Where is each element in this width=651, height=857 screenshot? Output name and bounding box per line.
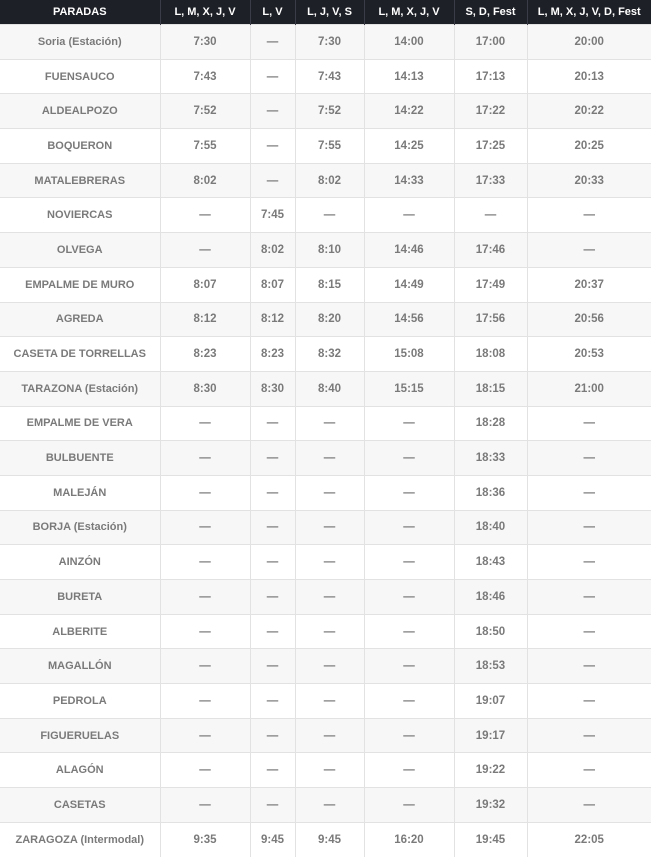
time-weekdays-cell: — bbox=[160, 441, 250, 476]
time-weekend-holidays-cell: 18:40 bbox=[454, 510, 527, 545]
time-daily-cell: 20:56 bbox=[527, 302, 651, 337]
time-weekend-holidays-cell: 18:28 bbox=[454, 406, 527, 441]
time-mon-thu-fri-sat-cell: — bbox=[295, 614, 364, 649]
table-row bbox=[0, 614, 651, 649]
time-mon-thu-fri-sat-cell: — bbox=[295, 684, 364, 719]
time-daily-cell: — bbox=[527, 649, 651, 684]
time-weekend-holidays-cell: 18:53 bbox=[454, 649, 527, 684]
time-weekdays-afternoon-cell: 14:25 bbox=[364, 129, 454, 164]
time-weekdays-afternoon-cell: — bbox=[364, 406, 454, 441]
time-mon-thu-fri-sat-cell: — bbox=[295, 198, 364, 233]
table-row bbox=[0, 406, 651, 441]
header-stops: PARADAS bbox=[0, 0, 160, 25]
stop-name-cell: AGREDA bbox=[0, 302, 160, 337]
time-weekdays-cell: — bbox=[160, 475, 250, 510]
time-weekdays-cell: — bbox=[160, 233, 250, 268]
time-mon-fri-cell: — bbox=[250, 580, 295, 615]
time-mon-fri-cell: — bbox=[250, 129, 295, 164]
stop-name-cell: MAGALLÓN bbox=[0, 649, 160, 684]
time-weekend-holidays-cell: 19:32 bbox=[454, 788, 527, 823]
header-daily: L, M, X, J, V, D, Fest bbox=[527, 0, 651, 25]
time-weekdays-afternoon-cell: — bbox=[364, 788, 454, 823]
time-mon-fri-cell: — bbox=[250, 788, 295, 823]
time-mon-fri-cell: — bbox=[250, 510, 295, 545]
stop-name-cell: BULBUENTE bbox=[0, 441, 160, 476]
stop-name-cell: BOQUERON bbox=[0, 129, 160, 164]
time-weekdays-cell: — bbox=[160, 510, 250, 545]
time-mon-fri-cell: 8:07 bbox=[250, 267, 295, 302]
time-weekdays-afternoon-cell: — bbox=[364, 753, 454, 788]
stop-name-cell: ZARAGOZA (Intermodal) bbox=[0, 822, 160, 856]
time-weekdays-afternoon-cell: 16:20 bbox=[364, 822, 454, 856]
time-weekend-holidays-cell: 17:22 bbox=[454, 94, 527, 129]
time-daily-cell: — bbox=[527, 753, 651, 788]
stop-name-cell: PEDROLA bbox=[0, 684, 160, 719]
table-row bbox=[0, 267, 651, 302]
table-body bbox=[0, 25, 651, 857]
time-mon-fri-cell: 8:02 bbox=[250, 233, 295, 268]
time-weekend-holidays-cell: 18:08 bbox=[454, 337, 527, 372]
time-weekend-holidays-cell: 17:46 bbox=[454, 233, 527, 268]
time-mon-fri-cell: — bbox=[250, 753, 295, 788]
time-weekdays-cell: 8:23 bbox=[160, 337, 250, 372]
time-mon-thu-fri-sat-cell: — bbox=[295, 753, 364, 788]
time-weekdays-cell: 9:35 bbox=[160, 822, 250, 856]
time-weekdays-cell: 8:30 bbox=[160, 371, 250, 406]
time-mon-thu-fri-sat-cell: 8:15 bbox=[295, 267, 364, 302]
time-weekdays-afternoon-cell: 15:15 bbox=[364, 371, 454, 406]
time-weekend-holidays-cell: 17:33 bbox=[454, 163, 527, 198]
table-row bbox=[0, 649, 651, 684]
time-weekend-holidays-cell: 19:07 bbox=[454, 684, 527, 719]
time-daily-cell: 20:33 bbox=[527, 163, 651, 198]
time-weekdays-cell: 8:02 bbox=[160, 163, 250, 198]
time-weekdays-afternoon-cell: — bbox=[364, 545, 454, 580]
time-daily-cell: — bbox=[527, 406, 651, 441]
stop-name-cell: FUENSAUCO bbox=[0, 59, 160, 94]
stop-name-cell: BURETA bbox=[0, 580, 160, 615]
time-mon-fri-cell: — bbox=[250, 475, 295, 510]
header-weekdays: L, M, X, J, V bbox=[160, 0, 250, 25]
time-weekdays-afternoon-cell: 14:56 bbox=[364, 302, 454, 337]
stop-name-cell: MATALEBRERAS bbox=[0, 163, 160, 198]
time-mon-fri-cell: — bbox=[250, 163, 295, 198]
time-weekend-holidays-cell: 17:13 bbox=[454, 59, 527, 94]
time-mon-thu-fri-sat-cell: — bbox=[295, 545, 364, 580]
time-weekdays-cell: — bbox=[160, 684, 250, 719]
time-weekdays-cell: 7:43 bbox=[160, 59, 250, 94]
time-mon-thu-fri-sat-cell: — bbox=[295, 649, 364, 684]
time-weekdays-cell: — bbox=[160, 198, 250, 233]
time-weekend-holidays-cell: 19:45 bbox=[454, 822, 527, 856]
table-row bbox=[0, 718, 651, 753]
time-mon-thu-fri-sat-cell: 8:10 bbox=[295, 233, 364, 268]
stop-name-cell: EMPALME DE VERA bbox=[0, 406, 160, 441]
stop-name-cell: Soria (Estación) bbox=[0, 25, 160, 60]
time-weekend-holidays-cell: 19:22 bbox=[454, 753, 527, 788]
table-header bbox=[0, 0, 651, 25]
time-weekdays-afternoon-cell: — bbox=[364, 580, 454, 615]
time-daily-cell: — bbox=[527, 580, 651, 615]
stop-name-cell: ALDEALPOZO bbox=[0, 94, 160, 129]
stop-name-cell: AINZÓN bbox=[0, 545, 160, 580]
header-weekend-holidays: S, D, Fest bbox=[454, 0, 527, 25]
time-weekdays-afternoon-cell: — bbox=[364, 718, 454, 753]
time-weekdays-cell: — bbox=[160, 753, 250, 788]
time-weekend-holidays-cell: 17:56 bbox=[454, 302, 527, 337]
time-weekdays-afternoon-cell: — bbox=[364, 684, 454, 719]
table-row bbox=[0, 371, 651, 406]
time-weekend-holidays-cell: 18:50 bbox=[454, 614, 527, 649]
time-weekend-holidays-cell: 18:33 bbox=[454, 441, 527, 476]
table-row bbox=[0, 684, 651, 719]
time-mon-thu-fri-sat-cell: 7:55 bbox=[295, 129, 364, 164]
time-daily-cell: 22:05 bbox=[527, 822, 651, 856]
time-mon-fri-cell: 9:45 bbox=[250, 822, 295, 856]
time-weekend-holidays-cell: 17:49 bbox=[454, 267, 527, 302]
stop-name-cell: BORJA (Estación) bbox=[0, 510, 160, 545]
table-row bbox=[0, 545, 651, 580]
time-mon-fri-cell: — bbox=[250, 94, 295, 129]
time-mon-thu-fri-sat-cell: — bbox=[295, 580, 364, 615]
time-mon-fri-cell: — bbox=[250, 718, 295, 753]
time-mon-fri-cell: — bbox=[250, 406, 295, 441]
time-mon-fri-cell: 8:12 bbox=[250, 302, 295, 337]
time-weekdays-cell: — bbox=[160, 718, 250, 753]
table-row bbox=[0, 233, 651, 268]
time-mon-thu-fri-sat-cell: — bbox=[295, 475, 364, 510]
time-daily-cell: 21:00 bbox=[527, 371, 651, 406]
time-weekdays-cell: — bbox=[160, 406, 250, 441]
time-daily-cell: — bbox=[527, 510, 651, 545]
table-row bbox=[0, 788, 651, 823]
time-daily-cell: — bbox=[527, 718, 651, 753]
time-mon-thu-fri-sat-cell: — bbox=[295, 510, 364, 545]
table-row bbox=[0, 198, 651, 233]
header-mon-fri: L, V bbox=[250, 0, 295, 25]
stop-name-cell: NOVIERCAS bbox=[0, 198, 160, 233]
time-weekdays-afternoon-cell: 14:46 bbox=[364, 233, 454, 268]
time-weekend-holidays-cell: 18:36 bbox=[454, 475, 527, 510]
time-daily-cell: — bbox=[527, 614, 651, 649]
table-row bbox=[0, 302, 651, 337]
time-weekdays-cell: 7:30 bbox=[160, 25, 250, 60]
time-daily-cell: — bbox=[527, 441, 651, 476]
stop-name-cell: CASETAS bbox=[0, 788, 160, 823]
time-mon-fri-cell: — bbox=[250, 684, 295, 719]
time-mon-fri-cell: 7:45 bbox=[250, 198, 295, 233]
time-daily-cell: 20:37 bbox=[527, 267, 651, 302]
time-weekdays-afternoon-cell: 15:08 bbox=[364, 337, 454, 372]
time-weekend-holidays-cell: 17:00 bbox=[454, 25, 527, 60]
stop-name-cell: FIGUERUELAS bbox=[0, 718, 160, 753]
table-row bbox=[0, 129, 651, 164]
time-weekend-holidays-cell: 18:15 bbox=[454, 371, 527, 406]
time-mon-thu-fri-sat-cell: 8:02 bbox=[295, 163, 364, 198]
time-mon-thu-fri-sat-cell: 8:32 bbox=[295, 337, 364, 372]
time-daily-cell: — bbox=[527, 475, 651, 510]
time-mon-fri-cell: 8:30 bbox=[250, 371, 295, 406]
time-mon-thu-fri-sat-cell: — bbox=[295, 406, 364, 441]
time-daily-cell: 20:13 bbox=[527, 59, 651, 94]
time-weekend-holidays-cell: 19:17 bbox=[454, 718, 527, 753]
time-weekdays-afternoon-cell: — bbox=[364, 475, 454, 510]
time-mon-thu-fri-sat-cell: 9:45 bbox=[295, 822, 364, 856]
time-weekdays-afternoon-cell: 14:00 bbox=[364, 25, 454, 60]
time-daily-cell: 20:25 bbox=[527, 129, 651, 164]
time-mon-thu-fri-sat-cell: 8:20 bbox=[295, 302, 364, 337]
time-weekdays-afternoon-cell: — bbox=[364, 198, 454, 233]
time-weekdays-cell: — bbox=[160, 788, 250, 823]
time-weekdays-afternoon-cell: — bbox=[364, 510, 454, 545]
time-daily-cell: — bbox=[527, 788, 651, 823]
time-mon-thu-fri-sat-cell: 7:43 bbox=[295, 59, 364, 94]
time-mon-fri-cell: 8:23 bbox=[250, 337, 295, 372]
time-mon-thu-fri-sat-cell: 7:30 bbox=[295, 25, 364, 60]
stop-name-cell: MALEJÁN bbox=[0, 475, 160, 510]
time-weekdays-afternoon-cell: 14:33 bbox=[364, 163, 454, 198]
time-mon-fri-cell: — bbox=[250, 25, 295, 60]
table-row bbox=[0, 510, 651, 545]
table-row bbox=[0, 25, 651, 60]
time-weekdays-cell: — bbox=[160, 614, 250, 649]
stop-name-cell: CASETA DE TORRELLAS bbox=[0, 337, 160, 372]
table-row bbox=[0, 580, 651, 615]
time-weekend-holidays-cell: — bbox=[454, 198, 527, 233]
table-row bbox=[0, 337, 651, 372]
time-weekdays-cell: 8:07 bbox=[160, 267, 250, 302]
time-daily-cell: 20:00 bbox=[527, 25, 651, 60]
time-weekend-holidays-cell: 18:43 bbox=[454, 545, 527, 580]
stop-name-cell: ALBERITE bbox=[0, 614, 160, 649]
header-weekdays-afternoon: L, M, X, J, V bbox=[364, 0, 454, 25]
time-mon-fri-cell: — bbox=[250, 649, 295, 684]
time-daily-cell: — bbox=[527, 684, 651, 719]
table-row bbox=[0, 753, 651, 788]
table-row bbox=[0, 94, 651, 129]
time-weekdays-afternoon-cell: 14:22 bbox=[364, 94, 454, 129]
stop-name-cell: OLVEGA bbox=[0, 233, 160, 268]
time-mon-thu-fri-sat-cell: — bbox=[295, 788, 364, 823]
time-mon-thu-fri-sat-cell: — bbox=[295, 441, 364, 476]
time-mon-fri-cell: — bbox=[250, 441, 295, 476]
time-weekend-holidays-cell: 18:46 bbox=[454, 580, 527, 615]
time-weekdays-afternoon-cell: 14:13 bbox=[364, 59, 454, 94]
table-row bbox=[0, 475, 651, 510]
table-row bbox=[0, 441, 651, 476]
time-daily-cell: — bbox=[527, 545, 651, 580]
time-weekdays-afternoon-cell: 14:49 bbox=[364, 267, 454, 302]
time-weekdays-cell: 8:12 bbox=[160, 302, 250, 337]
time-weekdays-cell: — bbox=[160, 545, 250, 580]
time-weekdays-cell: — bbox=[160, 580, 250, 615]
time-mon-fri-cell: — bbox=[250, 545, 295, 580]
time-mon-fri-cell: — bbox=[250, 614, 295, 649]
time-mon-fri-cell: — bbox=[250, 59, 295, 94]
time-weekdays-afternoon-cell: — bbox=[364, 441, 454, 476]
time-daily-cell: 20:53 bbox=[527, 337, 651, 372]
time-weekdays-cell: 7:55 bbox=[160, 129, 250, 164]
time-weekdays-afternoon-cell: — bbox=[364, 614, 454, 649]
time-weekdays-cell: — bbox=[160, 649, 250, 684]
time-mon-thu-fri-sat-cell: 7:52 bbox=[295, 94, 364, 129]
time-daily-cell: — bbox=[527, 233, 651, 268]
time-daily-cell: 20:22 bbox=[527, 94, 651, 129]
time-daily-cell: — bbox=[527, 198, 651, 233]
time-mon-thu-fri-sat-cell: — bbox=[295, 718, 364, 753]
time-weekend-holidays-cell: 17:25 bbox=[454, 129, 527, 164]
header-mon-thu-fri-sat: L, J, V, S bbox=[295, 0, 364, 25]
table-row bbox=[0, 822, 651, 856]
time-weekdays-cell: 7:52 bbox=[160, 94, 250, 129]
table-row bbox=[0, 59, 651, 94]
stop-name-cell: EMPALME DE MURO bbox=[0, 267, 160, 302]
time-mon-thu-fri-sat-cell: 8:40 bbox=[295, 371, 364, 406]
header-row bbox=[0, 0, 651, 25]
table-row bbox=[0, 163, 651, 198]
stop-name-cell: TARAZONA (Estación) bbox=[0, 371, 160, 406]
stop-name-cell: ALAGÓN bbox=[0, 753, 160, 788]
time-weekdays-afternoon-cell: — bbox=[364, 649, 454, 684]
